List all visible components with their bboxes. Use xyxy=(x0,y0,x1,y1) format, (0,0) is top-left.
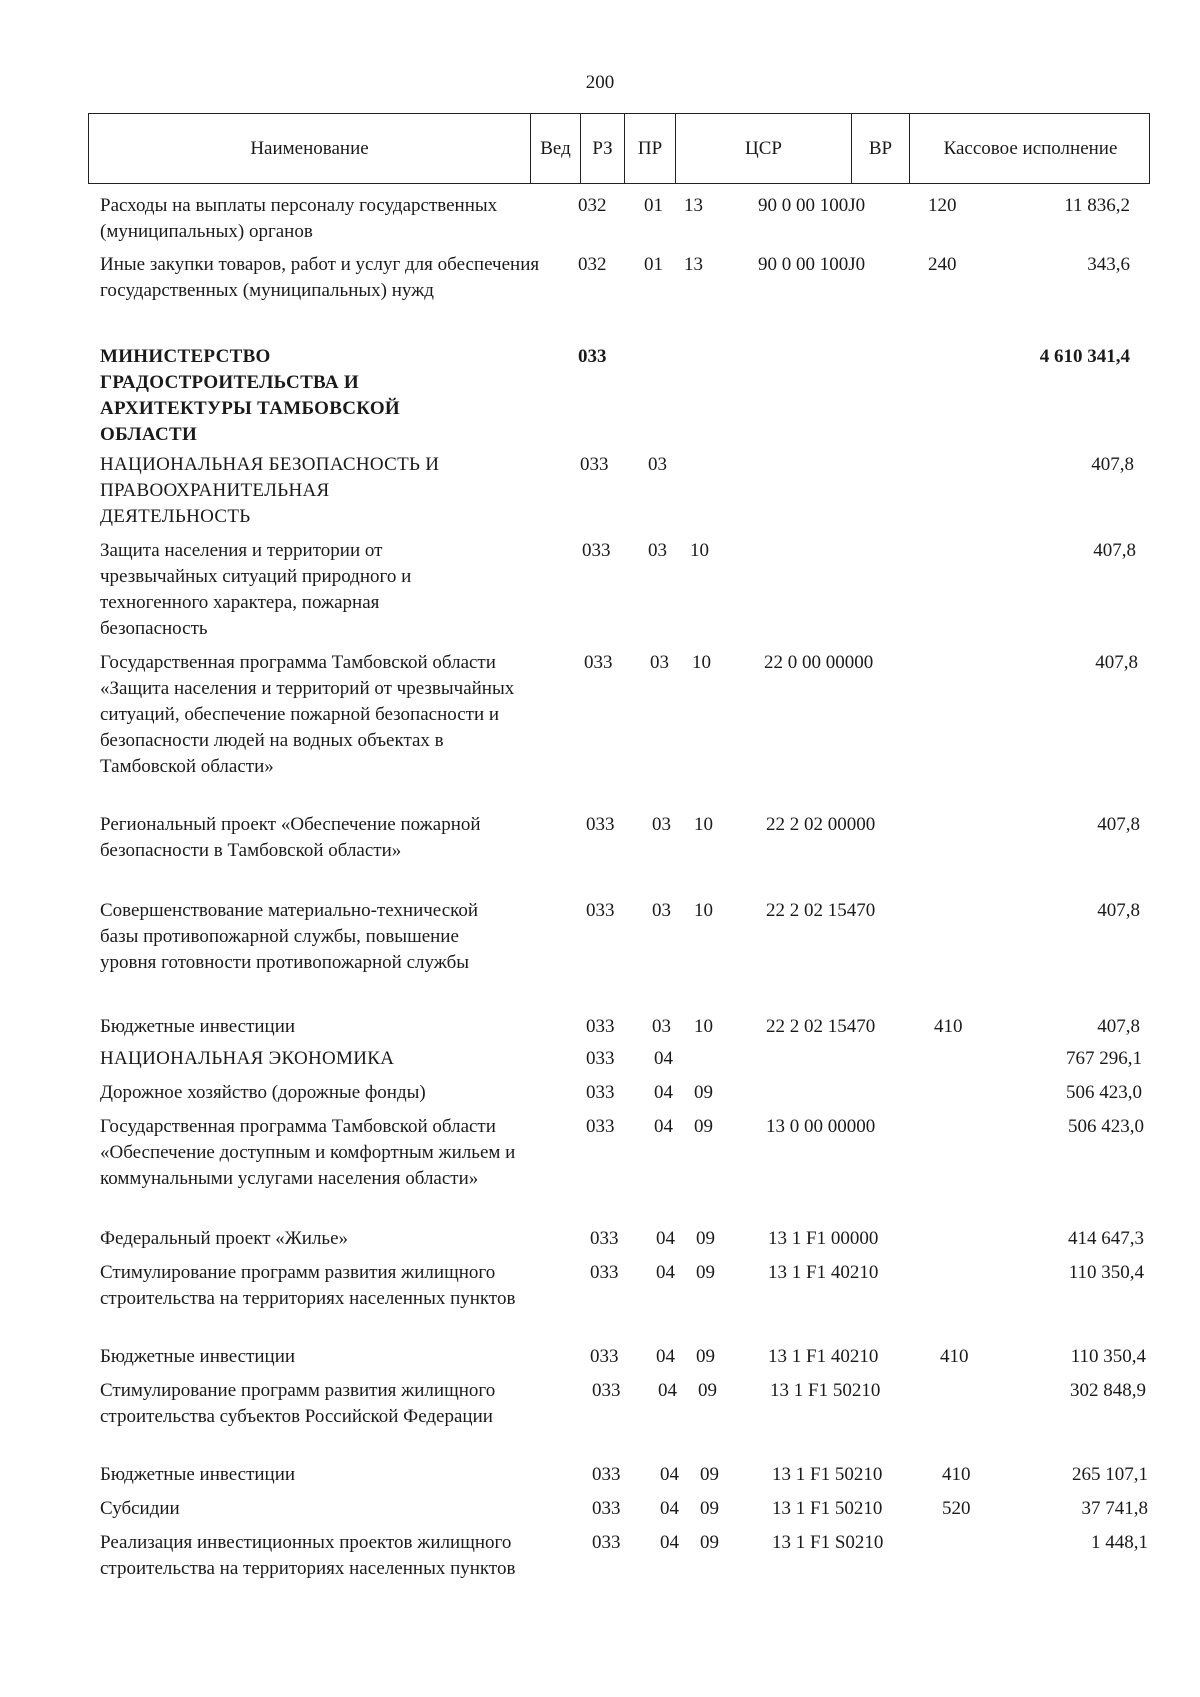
row-name: Защита населения и территории от чрезвычайных ситуаций природного и техногенного характера, пожарная безопасность xyxy=(100,540,412,639)
row-amount: 407,8 xyxy=(1097,900,1140,921)
row-rz: 04 xyxy=(660,1498,679,1519)
row-amount: 407,8 xyxy=(1095,652,1138,673)
row-amount: 407,8 xyxy=(1097,1016,1140,1037)
row-amount: 265 107,1 xyxy=(1072,1464,1148,1485)
row-pr: 09 xyxy=(700,1464,719,1485)
row-name: Региональный проект «Обеспечение пожарной безопасности в Тамбовской области» xyxy=(100,814,481,861)
row-pr: 09 xyxy=(700,1532,719,1553)
page-number: 200 xyxy=(585,72,615,93)
header-name: Наименование xyxy=(250,137,369,159)
row-csr: 13 1 F1 S0210 xyxy=(772,1532,884,1553)
row-pr: 10 xyxy=(690,540,709,561)
row-ved: 033 xyxy=(592,1532,621,1553)
row-csr: 13 0 00 00000 xyxy=(766,1116,876,1137)
row-name: Бюджетные инвестиции xyxy=(100,1016,296,1037)
row-pr: 09 xyxy=(700,1498,719,1519)
row-csr: 13 1 F1 40210 xyxy=(768,1346,879,1367)
row-csr: 90 0 00 100J0 xyxy=(758,254,866,275)
row-ved: 033 xyxy=(590,1346,619,1367)
row-pr: 10 xyxy=(694,900,713,921)
row-name: Федеральный проект «Жилье» xyxy=(100,1228,349,1249)
row-rz: 03 xyxy=(648,454,667,475)
row-amount: 110 350,4 xyxy=(1070,1346,1146,1367)
row-rz: 03 xyxy=(648,540,667,561)
table-header xyxy=(88,113,1150,184)
row-vr: 520 xyxy=(942,1498,971,1519)
row-ved: 033 xyxy=(586,1082,615,1103)
row-amount: 407,8 xyxy=(1091,454,1134,475)
row-ved: 032 xyxy=(578,254,607,275)
row-name: Совершенствование материально-технической базы противопожарной службы, повышение уровня готовности противопожарной службы xyxy=(100,900,479,973)
row-name: МИНИСТЕРСТВО ГРАДОСТРОИТЕЛЬСТВА И АРХИТЕКТУРЫ ТАМБОВСКОЙ ОБЛАСТИ xyxy=(100,346,401,445)
row-pr: 10 xyxy=(694,1016,713,1037)
row-csr: 13 1 F1 40210 xyxy=(768,1262,879,1283)
row-amount: 4 610 341,4 xyxy=(1039,346,1130,367)
header-vr: ВР xyxy=(851,114,909,183)
row-name: Субсидии xyxy=(100,1498,180,1519)
row-ved: 033 xyxy=(586,1016,615,1037)
header-rz: РЗ xyxy=(580,114,624,183)
row-rz: 04 xyxy=(654,1048,673,1069)
row-name: НАЦИОНАЛЬНАЯ БЕЗОПАСНОСТЬ И ПРАВООХРАНИТЕЛЬНАЯ ДЕЯТЕЛЬНОСТЬ xyxy=(100,454,440,527)
row-csr: 22 2 02 15470 xyxy=(766,900,876,921)
row-vr: 240 xyxy=(928,254,957,275)
row-vr: 120 xyxy=(928,195,957,216)
row-ved: 033 xyxy=(590,1228,619,1249)
row-rz: 03 xyxy=(652,900,671,921)
row-rz: 04 xyxy=(654,1082,673,1103)
row-pr: 09 xyxy=(694,1082,713,1103)
header-amount: Кассовое исполнение xyxy=(909,114,1151,183)
header-ved: Вед xyxy=(530,114,580,183)
row-amount: 407,8 xyxy=(1097,814,1140,835)
row-rz: 03 xyxy=(652,1016,671,1037)
row-csr: 22 2 02 15470 xyxy=(766,1016,876,1037)
row-name: Бюджетные инвестиции xyxy=(100,1464,296,1485)
row-ved: 033 xyxy=(582,540,611,561)
row-csr: 22 0 00 00000 xyxy=(764,652,874,673)
row-rz: 04 xyxy=(660,1464,679,1485)
row-amount: 506 423,0 xyxy=(1068,1116,1144,1137)
row-name: Расходы на выплаты персоналу государственных (муниципальных) органов xyxy=(100,195,498,242)
row-rz: 04 xyxy=(656,1228,675,1249)
row-amount: 506 423,0 xyxy=(1066,1082,1142,1103)
row-vr: 410 xyxy=(934,1016,963,1037)
row-name: Государственная программа Тамбовской области «Обеспечение доступным и комфортным жильем и коммунальными услугами населения области» xyxy=(100,1116,516,1189)
row-rz: 04 xyxy=(658,1380,677,1401)
row-name: Реализация инвестиционных проектов жилищного строительства на территориях населенных пунктов xyxy=(100,1532,516,1579)
row-pr: 09 xyxy=(694,1116,713,1137)
row-ved: 032 xyxy=(578,195,607,216)
row-ved: 033 xyxy=(590,1262,619,1283)
row-rz: 01 xyxy=(644,195,663,216)
row-csr: 22 2 02 00000 xyxy=(766,814,876,835)
row-amount: 302 848,9 xyxy=(1070,1380,1146,1401)
row-amount: 414 647,3 xyxy=(1068,1228,1144,1249)
row-rz: 04 xyxy=(654,1116,673,1137)
row-csr: 13 1 F1 50210 xyxy=(770,1380,881,1401)
row-name: Бюджетные инвестиции xyxy=(100,1346,296,1367)
row-amount: 767 296,1 xyxy=(1066,1048,1142,1069)
row-ved: 033 xyxy=(586,1048,615,1069)
row-name: НАЦИОНАЛЬНАЯ ЭКОНОМИКА xyxy=(100,1048,395,1069)
row-amount: 407,8 xyxy=(1093,540,1136,561)
header-csr: ЦСР xyxy=(675,114,851,183)
row-pr: 09 xyxy=(696,1228,715,1249)
row-rz: 03 xyxy=(650,652,669,673)
row-amount: 37 741,8 xyxy=(1081,1498,1148,1519)
row-ved: 033 xyxy=(586,900,615,921)
row-ved: 033 xyxy=(592,1380,621,1401)
row-rz: 04 xyxy=(656,1262,675,1283)
row-rz: 03 xyxy=(652,814,671,835)
row-vr: 410 xyxy=(942,1464,971,1485)
row-amount: 343,6 xyxy=(1087,254,1130,275)
row-vr: 410 xyxy=(940,1346,969,1367)
row-ved: 033 xyxy=(586,814,615,835)
row-amount: 11 836,2 xyxy=(1064,195,1130,216)
row-pr: 09 xyxy=(696,1346,715,1367)
row-name: Стимулирование программ развития жилищного строительства субъектов Российской Федерации xyxy=(100,1380,496,1427)
row-pr: 10 xyxy=(692,652,711,673)
row-rz: 04 xyxy=(660,1532,679,1553)
row-amount: 110 350,4 xyxy=(1068,1262,1144,1283)
row-csr: 13 1 F1 00000 xyxy=(768,1228,879,1249)
row-ved: 033 xyxy=(592,1498,621,1519)
row-pr: 10 xyxy=(694,814,713,835)
row-pr: 13 xyxy=(684,254,703,275)
row-pr: 09 xyxy=(698,1380,717,1401)
row-csr: 13 1 F1 50210 xyxy=(772,1498,883,1519)
row-name: Стимулирование программ развития жилищного строительства на территориях населенных пунктов xyxy=(100,1262,516,1309)
header-pr: ПР xyxy=(624,114,675,183)
row-csr: 90 0 00 100J0 xyxy=(758,195,866,216)
row-ved: 033 xyxy=(580,454,609,475)
row-name: Государственная программа Тамбовской области «Защита населения и территорий от чрезвычайных ситуаций, обеспечение пожарной безопасности и безопасности людей на водных объектах в Тамбовской области» xyxy=(100,652,515,777)
row-name: Иные закупки товаров, работ и услуг для обеспечения государственных (муниципальных) нужд xyxy=(100,254,540,301)
row-pr: 13 xyxy=(684,195,703,216)
row-rz: 04 xyxy=(656,1346,675,1367)
row-rz: 01 xyxy=(644,254,663,275)
row-amount: 1 448,1 xyxy=(1091,1532,1148,1553)
row-ved: 033 xyxy=(578,346,607,367)
row-ved: 033 xyxy=(584,652,613,673)
row-pr: 09 xyxy=(696,1262,715,1283)
row-csr: 13 1 F1 50210 xyxy=(772,1464,883,1485)
row-ved: 033 xyxy=(586,1116,615,1137)
row-name: Дорожное хозяйство (дорожные фонды) xyxy=(100,1082,426,1103)
row-ved: 033 xyxy=(592,1464,621,1485)
